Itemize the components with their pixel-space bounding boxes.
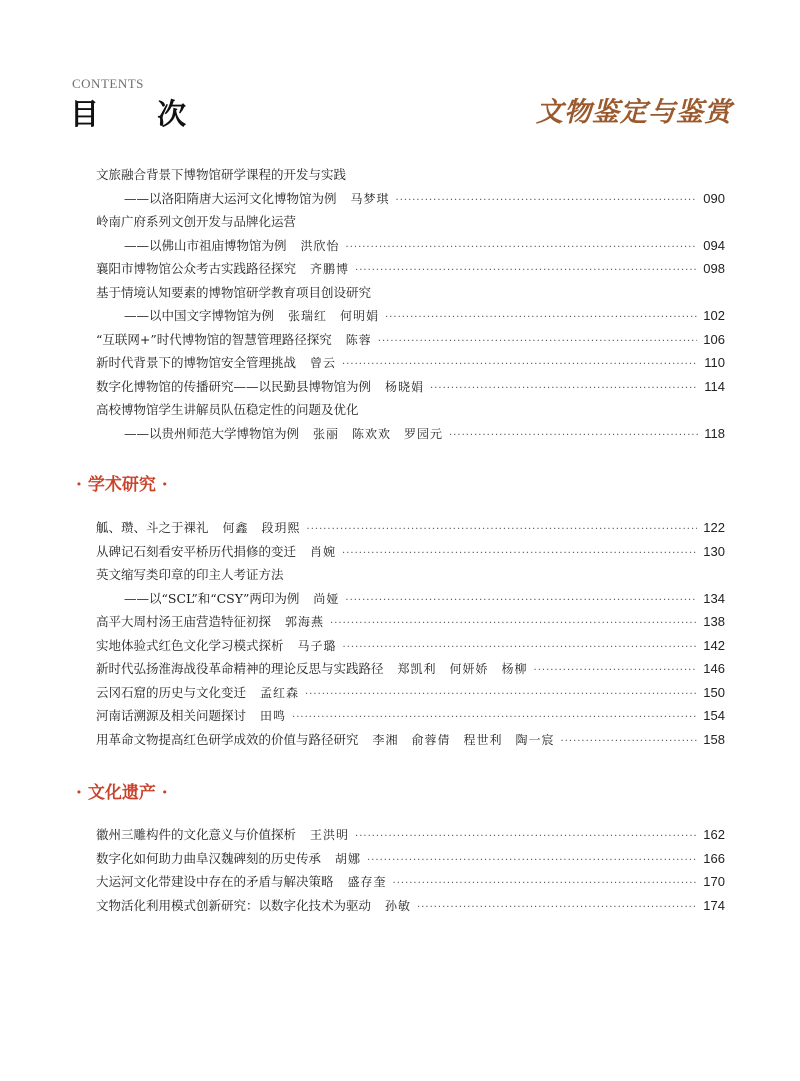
entry-title: 基于情境认知要素的博物馆研学教育项目创设研究 [96, 284, 372, 300]
entry-subtitle: ——以佛山市祖庙博物馆为例 [124, 237, 287, 253]
leader-dots [342, 544, 697, 564]
entry-page: 102 [703, 308, 725, 323]
entry-subtitle: ——以中国文字博物馆为例 [124, 308, 275, 323]
entry-page: 150 [703, 684, 725, 700]
toc-entry [96, 330, 725, 350]
entry-authors: 郭海燕 [285, 615, 325, 629]
leader-dots [378, 332, 698, 352]
leader-dots [367, 851, 697, 871]
entry-authors: 王洪明 [310, 828, 350, 842]
toc-entry-subtitle-line [124, 189, 725, 209]
toc-entry [96, 706, 725, 726]
toc-entry [96, 565, 725, 585]
entry-page: 114 [704, 378, 725, 394]
entry-authors: 陈蓉 [345, 332, 372, 347]
toc-entry [96, 283, 725, 303]
entry-subtitle: ——以贵州师范大学博物馆为例 [124, 425, 300, 441]
toc-entry [96, 683, 725, 703]
leader-dots [396, 191, 698, 211]
leader-dots [385, 308, 697, 328]
toc-entry-subtitle-line [124, 236, 725, 256]
page-title: 目 次 [70, 97, 211, 131]
toc-entry [96, 542, 725, 562]
entry-title: 数字化博物馆的传播研究——以民勤县博物馆为例 [96, 378, 372, 394]
toc-entry-subtitle-line [124, 589, 725, 609]
entry-page: 110 [704, 355, 725, 370]
leader-dots [393, 874, 698, 894]
entry-page: 170 [703, 874, 725, 889]
leader-dots [345, 591, 697, 611]
toc-entry [96, 165, 725, 185]
leader-dots [355, 261, 697, 281]
entry-title: 新时代背景下的博物馆安全管理挑战 [96, 355, 297, 370]
toc-entry [96, 400, 725, 420]
entry-page: 094 [703, 237, 725, 253]
toc-entry [96, 353, 725, 373]
leader-dots [561, 732, 698, 752]
entry-title: 文旅融合背景下博物馆研学课程的开发与实践 [96, 167, 347, 182]
entry-title: 觚、瓒、斗之于祼礼 [96, 520, 209, 535]
entry-authors: 马子璐 [297, 638, 337, 653]
entry-title: 岭南广府系列文创开发与品牌化运营 [96, 214, 297, 229]
entry-title: 高校博物馆学生讲解员队伍稳定性的问题及优化 [96, 402, 359, 417]
entry-authors: 田鸣 [260, 709, 287, 723]
leader-dots [292, 708, 697, 728]
entry-title: 数字化如何助力曲阜汉魏碑刻的历史传承 [96, 850, 322, 866]
leader-dots [355, 827, 697, 847]
entry-title: 新时代弘扬淮海战役革命精神的理论反思与实践路径 [96, 661, 384, 676]
entry-page: 122 [703, 520, 725, 535]
entry-authors: 洪欣怡 [300, 238, 340, 253]
entry-page: 090 [703, 190, 725, 206]
toc-entry [96, 659, 725, 679]
leader-dots [534, 661, 698, 681]
leader-dots [330, 614, 697, 634]
contents-label: CONTENTS [72, 76, 144, 91]
entry-authors: 盛存奎 [347, 875, 387, 889]
leader-dots [417, 898, 697, 918]
entry-title: 用革命文物提高红色研学成效的价值与路径研究 [96, 731, 359, 747]
leader-dots [343, 638, 698, 658]
toc-entry [96, 849, 725, 869]
entry-page: 162 [703, 827, 725, 842]
toc-entry-subtitle-line [124, 424, 725, 444]
entry-page: 154 [703, 708, 725, 723]
entry-authors: 齐鹏博 [310, 262, 350, 276]
entry-title: 徽州三雕构件的文化意义与价值探析 [96, 827, 297, 842]
leader-dots [342, 355, 698, 375]
toc-entry [96, 612, 725, 632]
entry-title: 高平大周村汤王庙营造特征初探 [96, 614, 272, 629]
entry-title: 实地体验式红色文化学习模式探析 [96, 637, 284, 653]
entry-page: 138 [703, 614, 725, 629]
entry-authors: 马梦琪 [350, 191, 390, 206]
entry-authors: 曾云 [310, 356, 337, 370]
leader-dots [449, 426, 698, 446]
toc-entry [96, 872, 725, 892]
brand-logo: 文物鉴定与鉴赏 [536, 97, 732, 128]
entry-title: 英文缩写类印章的印主人考证方法 [96, 567, 284, 582]
section-heading: · 学术研究 · [76, 475, 168, 495]
entry-page: 130 [703, 543, 725, 559]
entry-title: 襄阳市博物馆公众考古实践路径探究 [96, 261, 297, 276]
entry-authors: 张瑞红 何明娟 [288, 309, 380, 323]
entry-page: 134 [703, 590, 725, 606]
entry-authors: 孙敏 [385, 898, 412, 913]
entry-page: 142 [703, 637, 725, 653]
entry-page: 166 [703, 850, 725, 866]
entry-title: 大运河文化带建设中存在的矛盾与解决策略 [96, 874, 334, 889]
entry-authors: 胡娜 [335, 851, 362, 866]
toc-entry [96, 896, 725, 916]
entry-title: 河南话溯源及相关问题探讨 [96, 708, 247, 723]
toc-entry-subtitle-line [124, 306, 725, 326]
toc-entry [96, 259, 725, 279]
entry-subtitle: ——以洛阳隋唐大运河文化博物馆为例 [124, 190, 337, 206]
leader-dots [430, 379, 698, 399]
leader-dots [307, 520, 698, 540]
toc-entry [96, 377, 725, 397]
entry-authors: 孟红森 [260, 685, 300, 700]
entry-subtitle: ——以“SCL”和“CSY”两印为例 [124, 590, 300, 606]
entry-authors: 何鑫 段玥熙 [222, 521, 301, 535]
toc-entry [96, 825, 725, 845]
leader-dots [346, 238, 698, 258]
entry-page: 098 [703, 261, 725, 276]
entry-page: 118 [704, 425, 725, 441]
entry-authors: 张丽 陈欢欢 罗园元 [313, 426, 444, 441]
entry-authors: 肖婉 [310, 544, 337, 559]
entry-page: 146 [703, 661, 725, 676]
entry-page: 106 [703, 331, 725, 347]
entry-title: 文物活化利用模式创新研究：以数字化技术为驱动 [96, 897, 372, 913]
leader-dots [305, 685, 697, 705]
toc-entry [96, 636, 725, 656]
toc-entry [96, 212, 725, 232]
entry-title: 从碑记石刻看安平桥历代捐修的变迁 [96, 543, 297, 559]
entry-authors: 尚娅 [313, 591, 340, 606]
entry-page: 174 [703, 897, 725, 913]
section-heading: · 文化遗产 · [76, 783, 168, 803]
entry-authors: 郑凯利 何妍娇 杨柳 [397, 662, 528, 676]
entry-title: 云冈石窟的历史与文化变迁 [96, 684, 247, 700]
entry-authors: 杨晓娟 [385, 379, 425, 394]
toc-entry [96, 518, 725, 538]
entry-page: 158 [703, 731, 725, 747]
entry-title: “互联网+”时代博物馆的智慧管理路径探究 [96, 331, 332, 347]
entry-authors: 李湘 俞蓉倩 程世利 陶一宸 [372, 732, 555, 747]
toc-entry [96, 730, 725, 750]
